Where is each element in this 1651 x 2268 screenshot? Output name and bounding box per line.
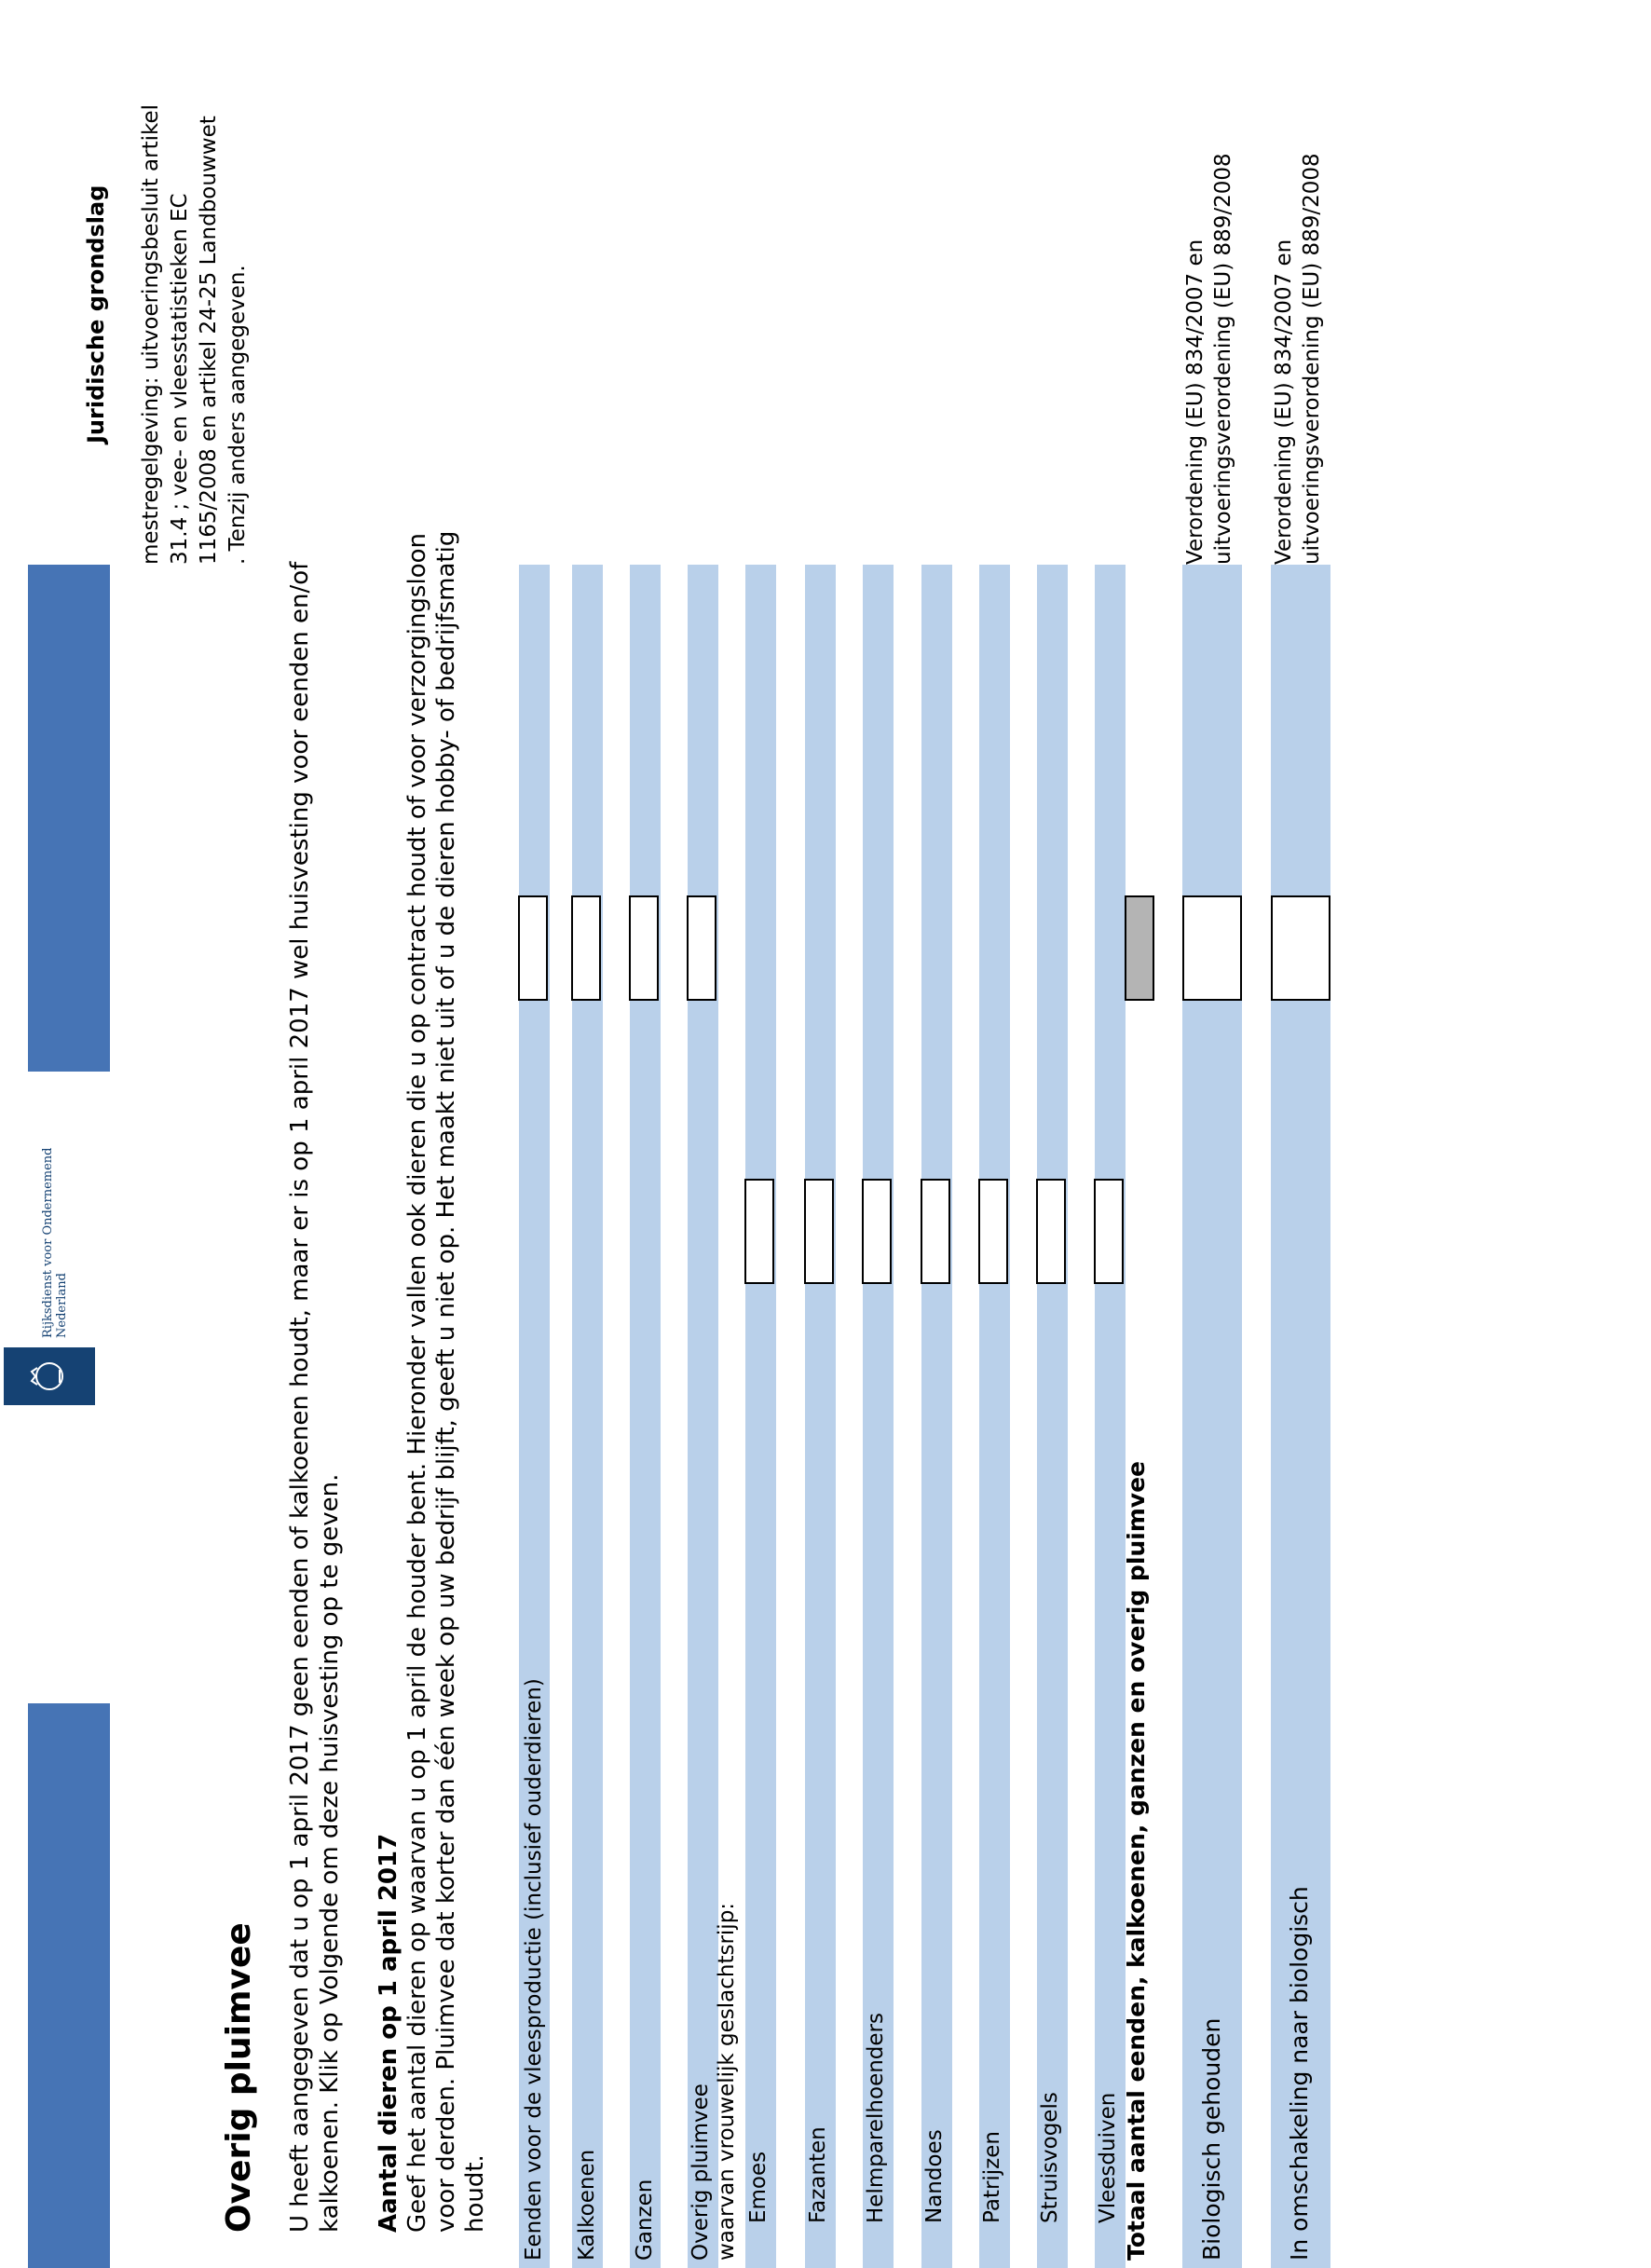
row-label-biologisch: Biologisch gehouden — [1198, 2017, 1225, 2261]
row-label-omschakeling: In omschakeling naar biologisch — [1286, 1886, 1313, 2261]
ganzen-input[interactable] — [629, 895, 659, 1001]
page-title: Overig pluimvee — [220, 1922, 258, 2233]
rijksoverheid-emblem-icon — [4, 1347, 95, 1405]
overig-input[interactable] — [687, 895, 716, 1001]
header-bar-right — [28, 565, 110, 1072]
patrijzen-input[interactable] — [978, 1179, 1008, 1284]
nandoes-input[interactable] — [921, 1179, 950, 1284]
fazanten-input[interactable] — [804, 1179, 834, 1284]
row-struisvogels — [1037, 565, 1068, 2268]
row-label-totaal: Totaal aantal eenden, kalkoenen, ganzen en overig pluimvee — [1123, 1460, 1150, 2261]
org-name — [41, 1148, 69, 1338]
intro-line-2: kalkoenen. Klik op Volgende om deze huisvesting op te geven. — [316, 1473, 344, 2233]
legal-mest-line-2: 31.4 ; vee- en vleesstatistieken EC — [168, 193, 192, 565]
section-line-1: Geef het aantal dieren op waarvan u op 1 april de houder bent. Hieronder vallen ook dieren die u op contract houdt of voor verzorgingsloon — [403, 533, 431, 2233]
row-vleesduiven — [1095, 565, 1126, 2268]
totaal-field — [1125, 895, 1154, 1001]
org-name-line1: Rijksdienst voor Ondernemend — [41, 1147, 55, 1338]
row-label-fazanten: Fazanten — [806, 2126, 830, 2223]
row-label-emoes: Emoes — [746, 2151, 771, 2223]
legal-mest-line-3: 1165/2008 en artikel 24-25 Landbouwwet — [197, 116, 221, 565]
org-name-line2: Nederland — [55, 1273, 69, 1338]
row-label-struisvogels: Struisvogels — [1038, 2092, 1062, 2223]
row-label-nandoes: Nandoes — [922, 2129, 947, 2223]
section-heading: Aantal dieren op 1 april 2017 — [375, 1833, 403, 2233]
biologisch-input[interactable] — [1182, 895, 1242, 1001]
row-label-overig-1: Overig pluimvee — [689, 2084, 713, 2261]
section-line-2: voor derden. Pluimvee dat korter dan één week op uw bedrijf blijft, geeft u niet op. Het maakt niet uit of u de dieren hobby- of bedrijfsmatig — [432, 530, 460, 2233]
row-patrijzen — [979, 565, 1010, 2268]
row-label-eenden: Eenden voor de vleesproductie (inclusief ouderdieren) — [522, 1678, 546, 2261]
legal-omschakeling-line-2: uitvoeringsverordening (EU) 889/2008 — [1300, 153, 1324, 565]
emoes-input[interactable] — [744, 1179, 774, 1284]
row-label-kalkoenen: Kalkoenen — [575, 2149, 599, 2261]
row-emoes — [745, 565, 776, 2268]
legal-biologisch-line-1: Verordening (EU) 834/2007 en — [1183, 239, 1208, 565]
row-label-patrijzen: Patrijzen — [980, 2131, 1004, 2223]
struisvogels-input[interactable] — [1036, 1179, 1066, 1284]
row-label-vleesduiven: Vleesduiven — [1096, 2092, 1120, 2223]
intro-line-1: U heeft aangegeven dat u op 1 april 2017 geen eenden of kalkoenen houdt, maar er is op 1 april 2017 wel huisvesting voor eenden en/of — [286, 561, 314, 2233]
row-kalkoenen — [572, 565, 603, 2268]
legal-mest-line-1: mestregelgeving: uitvoeringsbesluit artikel — [139, 103, 163, 565]
row-label-helmparelhoenders: Helmparelhoenders — [864, 2013, 888, 2223]
header-bar-left — [28, 1703, 110, 2268]
kalkoenen-input[interactable] — [571, 895, 601, 1001]
row-ganzen — [630, 565, 661, 2268]
logo — [0, 1147, 110, 1405]
row-nandoes — [921, 565, 952, 2268]
row-label-overig-2: waarvan vrouwelijk geslachtsrijp: — [715, 1902, 739, 2261]
legal-mest-line-4: . Tenzij anders aangegeven. — [225, 265, 250, 565]
helmparelhoenders-input[interactable] — [862, 1179, 892, 1284]
row-fazanten — [805, 565, 836, 2268]
eenden-input[interactable] — [518, 895, 548, 1001]
legal-biologisch-line-2: uitvoeringsverordening (EU) 889/2008 — [1211, 153, 1235, 565]
section-line-3: houdt. — [461, 2154, 489, 2233]
vleesduiven-input[interactable] — [1094, 1179, 1124, 1284]
legal-heading: Juridische grondslag — [83, 184, 109, 444]
row-biologisch — [1182, 565, 1242, 2268]
row-label-ganzen: Ganzen — [633, 2179, 657, 2261]
legal-omschakeling-line-1: Verordening (EU) 834/2007 en — [1272, 239, 1296, 565]
omschakeling-input[interactable] — [1271, 895, 1330, 1001]
